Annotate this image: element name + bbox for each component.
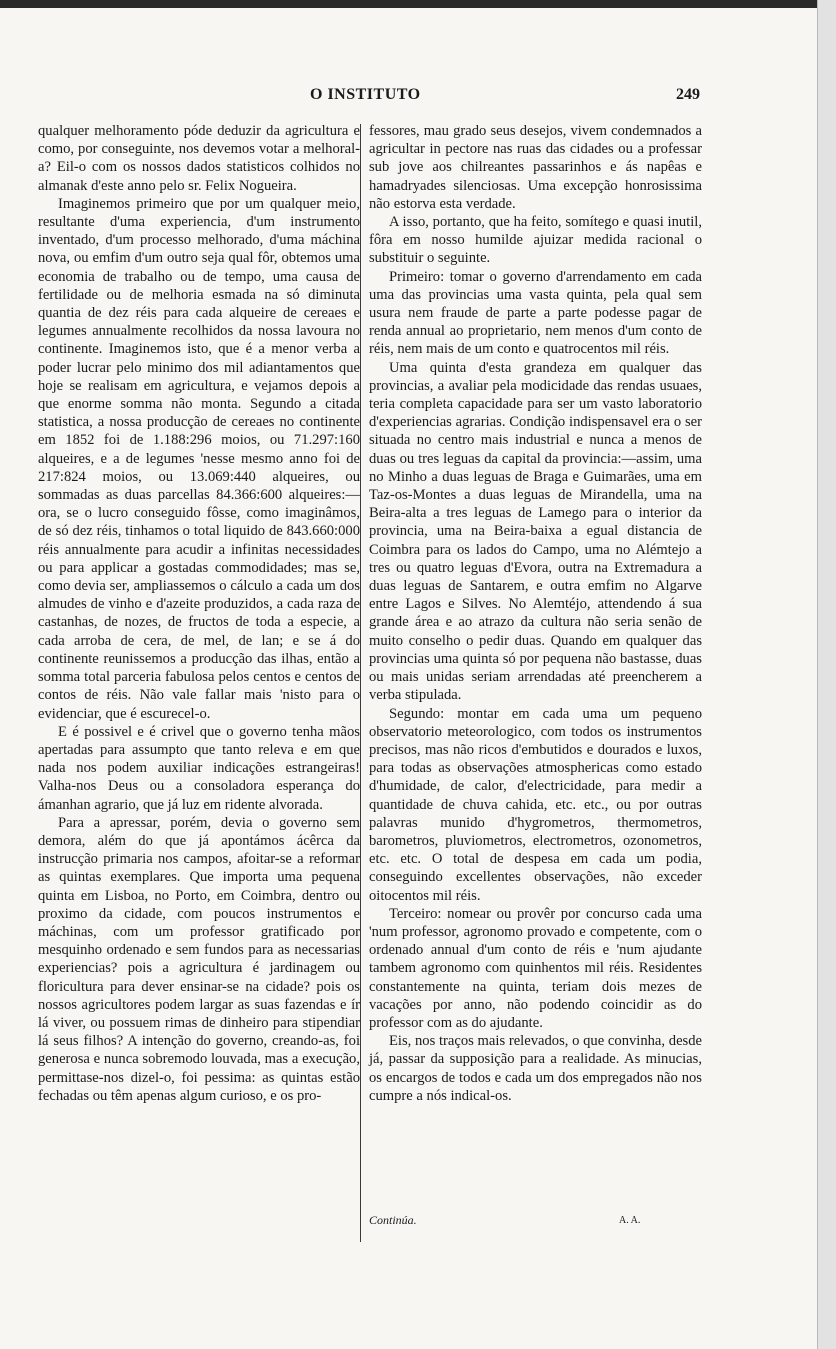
scan-right-edge [817,0,836,1349]
column-divider [360,124,361,1242]
journal-title: O INSTITUTO [310,86,421,103]
paragraph: Imaginemos primeiro que por um qualquer meio, resultante d'uma experiencia, d'um instrumento inventado, d'um processo melhorado, d'uma máchina nova, ou emfim d'um outro seja qual fôr, obtemos uma economia de trabalho ou de tempo, uma causa de fertilidade ou de melhoria esmada na só diminuta quantia de dez réis para cada alqueire de cereaes e legumes annualmente recolhidos da nossa lavoura no continente. Imaginemos isto, que é a menor verba a poder lucrar pelo minimo dos mil adiantamentos que hoje se realisam em agricultura, e vejamos depois a que enorme somma não monta. Segundo a citada statistica, a nossa producção de cereaes no continente em 1852 foi de 1.188:296 moios, ou 71.297:160 alqueires, e a de legumes 'nesse mesmo anno foi de 217:824 moios, ou 13.069:440 alqueires, ou sommadas as duas parcellas 84.366:600 alqueires:—ora, se o lucro conseguido fôsse, como imaginâmos, de só dez réis, tinhamos o total liquido de 843.660:000 réis annualmente para acudir a infinitas necessidades ou para applicar a gostadas commodidades; mas se, como devia ser, ampliassemos o cálculo a cada um dos almudes de vinho e d'azeite produzidos, a cada raza de castanhas, de nozes, de fructos de toda a especie, a cada arroba de cera, de mel, de lan; e se á do continente reunissemos a producção das ilhas, então a somma total parceria fabulosa pelos centos e centos de contos de réis. Não vale fallar mais 'nisto para o evidenciar, que é escurecel-o. [38,195,360,722]
right-column [369,122,702,1105]
paragraph: Para a apressar, porém, devia o governo sem demora, além do que já apontámos ácêrca da instrucção primaria nos campos, afoitar-se a reformar as quintas exemplares. Que importa uma pequena quinta em Lisboa, no Porto, em Coimbra, dentro ou proximo da cidade, com poucos instrumentos e máchinas, com um professor gratificado por mesquinho ordenado e sem fundos para as necessarias experiencias? pois a agricultura é jardinagem ou floricultura para dever ensinar-se na cidade? pois os nossos agricultores podem largar as suas fazendas e ír lá viver, ou possuem rimas de dinheiro para stipendiar lá seus filhos? A intenção do governo, creando-as, foi generosa e nunca sobremodo louvada, mas a execução, permittase-nos dizel-o, foi pessima: as quintas estão fechadas ou têm apenas algum curioso, e os pro- [38,814,360,1104]
paragraph: qualquer melhoramento póde deduzir da agricultura e como, por conseguinte, nos devemos votar a melhoral-a? Eil-o com os nossos dados statisticos colhidos no almanak d'este anno pelo sr. Felix Nogueira. [38,123,360,194]
paragraph: Segundo: montar em cada uma um pequeno observatorio meteorologico, com todos os instrumentos precisos, mas não ricos d'embutidos e dourados e luxos, para todas as observações atmosphericas como estado d'humidade, de calor, d'electricidade, para medir a quantidade de chuva cahida, etc. etc., ou por outras palavras munido d'hygrometros, thermometros, barometros, pluviometros, electrometros, ozonometros, etc. etc. O total de despesa em cada um podia, conseguindo excellentes observações, não exceder oitocentos mil réis. [369,705,702,904]
author-signature: A. A. [619,1215,641,1226]
article-footer [369,1213,669,1228]
paragraph: Terceiro: nomear ou provêr por concurso cada uma 'num professor, agronomo provado e competente, com o ordenado annual d'um conto de réis e 'num ajudante tambem agronomo com quinhentos mil réis. Residentes constantemente na quinta, teriam dois mezes de vacações por anno, não podendo coincidir as do professor com as do ajudante. [369,905,702,1031]
paragraph: E é possivel e é crivel que o governo tenha mãos apertadas para assumpto que tanto releva e em que nada nos podem auxiliar indicações estrangeiras! Valha-nos Deus ou a consoladora esperança do ámanhan agrario, que já luz em ridente alvorada. [38,723,360,813]
paragraph: Eis, nos traços mais relevados, o que convinha, desde já, passar da supposição para a realidade. As minucias, os encargos de todos e cada um dos empregados não nos cumpre a nós indical-os. [369,1033,702,1104]
scan-top-edge [0,0,836,8]
paragraph: A isso, portanto, que ha feito, somítego e quasi inutil, fôra em nosso humilde ajuizar medida racional o substituir o seguinte. [369,214,702,267]
left-column [38,122,360,1105]
paragraph: Uma quinta d'esta grandeza em qualquer das provincias, a avaliar pela modicidade das rendas usuaes, teria completa capacidade para ser um vasto laboratorio d'experiencias agrarias. Condição indispensavel era o ser situada no centro mais industrial e nunca a menos de duas ou tres leguas da capital da provincia:—assim, uma no Minho a duas leguas de Braga e Guimarães, uma em Taz-os-Montes a duas leguas de Mirandella, uma na Beira-alta a tres leguas de Lamego para o interior da provincia, uma na Beira-baixa a egual distancia de Coimbra para os lados do Campo, uma no Alémtejo a tres ou quatro leguas d'Evora, outra na Extremadura a duas leguas de Santarem, e outra emfim no Algarve entre Lagos e Silves. No Alemtéjo, attendendo á sua grande área e ao atrazo da cultura não seria senão de muito conselho o pedir duas. Quando em qualquer das provincias uma quinta só por pequena não bastasse, duas ou mais unidas seriam arrendadas até preencherem a verba stipulada. [369,359,702,704]
paragraph: fessores, mau grado seus desejos, vivem condemnados a agricultar in pectore nas ruas das cidades ou a professar sub jove aos chilreantes passarinhos e ás napêas e hamadryades silenciosas. Uma excepção honrosissima não estorva esta verdade. [369,123,702,212]
continua-note: Continúa. [369,1213,417,1227]
running-header [40,86,700,108]
paragraph: Primeiro: tomar o governo d'arrendamento em cada uma das provincias uma vasta quinta, pela qual sem usura nem fraude de parte a parte podesse pagar de renda annual ao proprietario, nem menos d'um conto de réis, nem mais de um conto e quatrocentos mil réis. [369,268,702,358]
page-number: 249 [676,86,700,103]
